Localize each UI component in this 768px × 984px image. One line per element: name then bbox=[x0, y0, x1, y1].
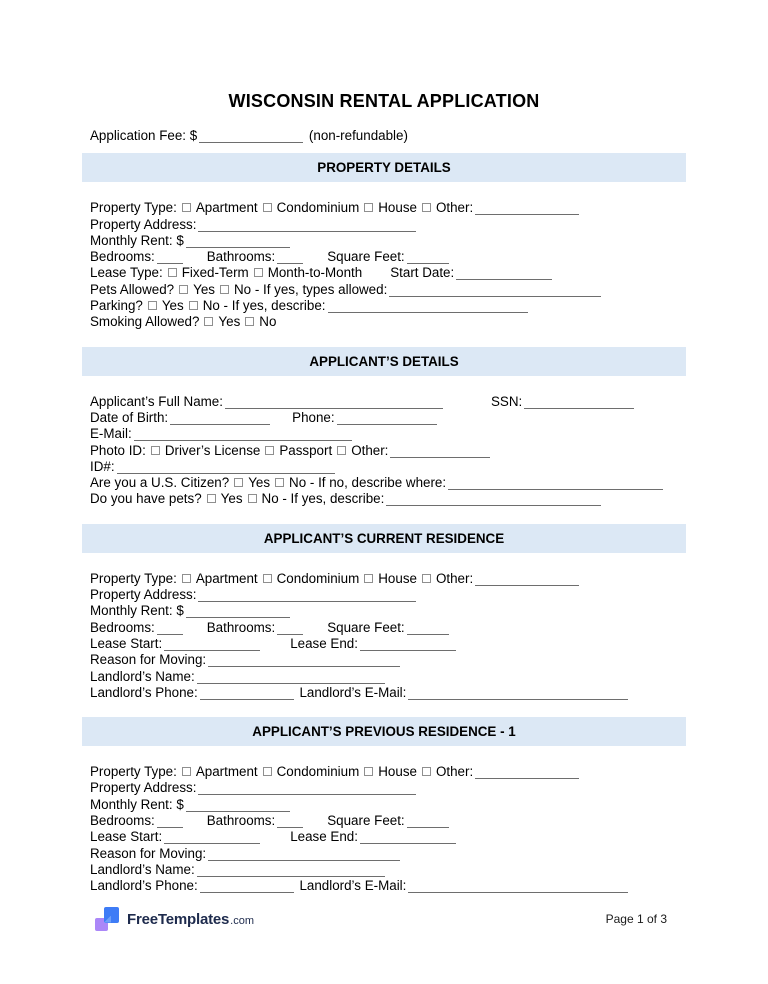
bedrooms-blank[interactable] bbox=[157, 815, 183, 828]
lease-dates-line bbox=[90, 829, 686, 845]
monthly-rent-blank[interactable] bbox=[186, 605, 290, 618]
apartment-checkbox[interactable] bbox=[182, 574, 191, 583]
field-label: Condominium bbox=[276, 200, 360, 216]
smoking-no-checkbox[interactable] bbox=[245, 317, 254, 326]
id-number-line bbox=[90, 459, 686, 475]
field-label: Month-to-Month bbox=[267, 265, 363, 281]
field-label: Lease End: bbox=[290, 829, 358, 845]
full-name-blank[interactable] bbox=[225, 396, 443, 409]
rooms-line bbox=[90, 813, 686, 829]
field-label: E-Mail: bbox=[90, 426, 132, 442]
property-address-line bbox=[90, 587, 686, 603]
field-label: Bedrooms: bbox=[90, 813, 155, 829]
date-of-birth-blank[interactable] bbox=[170, 412, 270, 425]
application-fee-line bbox=[82, 128, 686, 144]
section-previous-residence-1 bbox=[82, 717, 686, 910]
field-label: Yes bbox=[161, 298, 184, 314]
spacer bbox=[272, 421, 292, 422]
citizen-yes-checkbox[interactable] bbox=[234, 478, 243, 487]
field-label: Applicant’s Full Name: bbox=[90, 393, 223, 409]
section-heading-band bbox=[82, 347, 686, 376]
lease-end-blank[interactable] bbox=[360, 831, 456, 844]
field-label: Landlord’s Name: bbox=[90, 861, 195, 877]
field-label: Landlord’s Name: bbox=[90, 668, 195, 684]
bathrooms-blank[interactable] bbox=[277, 251, 303, 264]
have-pets-no-checkbox[interactable] bbox=[248, 494, 257, 503]
landlord-email-blank[interactable] bbox=[408, 880, 628, 893]
field-label: Property Address: bbox=[90, 587, 197, 603]
smoking-line bbox=[90, 314, 686, 330]
condominium-checkbox[interactable] bbox=[263, 574, 272, 583]
field-label: Fixed-Term bbox=[181, 265, 249, 281]
field-label: Bedrooms: bbox=[90, 619, 155, 635]
field-label: Condominium bbox=[276, 764, 360, 780]
landlord-name-line bbox=[90, 862, 686, 878]
field-label: Pets Allowed? bbox=[90, 281, 175, 297]
field-label: Yes bbox=[220, 491, 243, 507]
field-label: Square Feet: bbox=[327, 813, 405, 829]
field-label: Lease Start: bbox=[90, 829, 163, 845]
section-heading-band bbox=[82, 717, 686, 746]
birth-phone-line bbox=[90, 410, 686, 426]
reason-moving-blank[interactable] bbox=[208, 848, 400, 861]
landlord-email-blank[interactable] bbox=[408, 687, 628, 700]
bathrooms-blank[interactable] bbox=[277, 815, 303, 828]
lease-dates-line bbox=[90, 636, 686, 652]
have-pets-line bbox=[90, 491, 686, 507]
reason-moving-line bbox=[90, 846, 686, 862]
field-label: Monthly Rent: $ bbox=[90, 796, 184, 812]
field-label: Bathrooms: bbox=[206, 813, 276, 829]
citizen-describe-blank[interactable] bbox=[448, 477, 663, 490]
field-label: House bbox=[378, 200, 417, 216]
bedrooms-blank[interactable] bbox=[157, 251, 183, 264]
property-address-blank[interactable] bbox=[198, 782, 416, 795]
parking-yes-checkbox[interactable] bbox=[148, 301, 157, 310]
property-type-line bbox=[90, 571, 686, 587]
photo-id-line bbox=[90, 443, 686, 459]
field-label: Bathrooms: bbox=[206, 619, 276, 635]
field-label: Phone: bbox=[292, 409, 335, 425]
freetemplates-logo-icon bbox=[95, 907, 119, 932]
field-label: Square Feet: bbox=[327, 619, 405, 635]
ssn-blank[interactable] bbox=[524, 396, 634, 409]
spacer bbox=[262, 840, 290, 841]
reason-moving-line bbox=[90, 652, 686, 668]
smoking-yes-checkbox[interactable] bbox=[204, 317, 213, 326]
spacer bbox=[185, 631, 207, 632]
bedrooms-blank[interactable] bbox=[157, 622, 183, 635]
apartment-checkbox[interactable] bbox=[182, 767, 191, 776]
section-heading: PROPERTY DETAILS bbox=[317, 160, 451, 176]
field-label: Property Type: bbox=[90, 570, 177, 586]
field-label: Apartment bbox=[195, 200, 258, 216]
field-label: Property Address: bbox=[90, 216, 197, 232]
property-address-blank[interactable] bbox=[198, 589, 416, 602]
parking-no-checkbox[interactable] bbox=[189, 301, 198, 310]
citizen-no-checkbox[interactable] bbox=[275, 478, 284, 487]
landlord-name-blank[interactable] bbox=[197, 671, 385, 684]
field-label: Smoking Allowed? bbox=[90, 314, 200, 330]
pets-allowed-line bbox=[90, 282, 686, 298]
month-to-month-checkbox[interactable] bbox=[254, 268, 263, 277]
section-heading: APPLICANT’S PREVIOUS RESIDENCE - 1 bbox=[252, 724, 516, 740]
lease-start-blank[interactable] bbox=[164, 638, 260, 651]
landlord-phone-blank[interactable] bbox=[200, 880, 294, 893]
full-name-line bbox=[90, 394, 686, 410]
property-type-line bbox=[90, 764, 686, 780]
document-title: WISCONSIN RENTAL APPLICATION bbox=[228, 91, 540, 111]
square-feet-blank[interactable] bbox=[407, 815, 449, 828]
brand-suffix: .com bbox=[230, 914, 255, 927]
field-label: Yes bbox=[248, 475, 271, 491]
field-label: No bbox=[259, 314, 277, 330]
landlord-name-blank[interactable] bbox=[197, 864, 385, 877]
pets-describe-blank[interactable] bbox=[386, 493, 601, 506]
field-label: Apartment bbox=[195, 764, 258, 780]
reason-moving-blank[interactable] bbox=[208, 654, 400, 667]
field-label: Passport bbox=[279, 442, 333, 458]
brand-logo bbox=[95, 907, 254, 932]
property-address-blank[interactable] bbox=[198, 219, 416, 232]
landlord-phone-blank[interactable] bbox=[200, 687, 294, 700]
rooms-line bbox=[90, 620, 686, 636]
field-label: House bbox=[378, 764, 417, 780]
field-label: Reason for Moving: bbox=[90, 845, 207, 861]
rooms-line bbox=[90, 249, 686, 265]
field-label: Property Type: bbox=[90, 764, 177, 780]
field-label: House bbox=[378, 570, 417, 586]
field-label: Lease Type: bbox=[90, 265, 163, 281]
field-label: Photo ID: bbox=[90, 442, 146, 458]
section-current-residence bbox=[82, 524, 686, 717]
square-feet-blank[interactable] bbox=[407, 251, 449, 264]
field-label: Yes bbox=[193, 281, 215, 297]
field-label: Landlord’s Phone: bbox=[90, 878, 198, 894]
field-label: No - If yes, describe: bbox=[261, 491, 385, 507]
pets-types-blank[interactable] bbox=[389, 284, 601, 297]
brand-name: FreeTemplates bbox=[127, 910, 230, 928]
section-heading: APPLICANT’S CURRENT RESIDENCE bbox=[263, 530, 505, 546]
monthly-rent-line bbox=[90, 603, 686, 619]
house-checkbox[interactable] bbox=[364, 574, 373, 583]
section-property-details bbox=[82, 153, 686, 346]
property-type-other-blank[interactable] bbox=[475, 573, 579, 586]
property-address-line bbox=[90, 217, 686, 233]
form-sections bbox=[82, 153, 686, 910]
pets-no-checkbox[interactable] bbox=[220, 285, 229, 294]
field-label: Do you have pets? bbox=[90, 491, 202, 507]
field-label: Square Feet: bbox=[327, 249, 405, 265]
monthly-rent-line bbox=[90, 233, 686, 249]
field-label: Reason for Moving: bbox=[90, 652, 207, 668]
spacer bbox=[445, 405, 491, 406]
field-label: Yes bbox=[218, 314, 241, 330]
landlord-contact-line bbox=[90, 878, 686, 894]
field-label: Date of Birth: bbox=[90, 409, 169, 425]
application-fee-blank[interactable] bbox=[199, 130, 303, 143]
field-label: Condominium bbox=[276, 570, 360, 586]
field-label: Driver’s License bbox=[164, 442, 261, 458]
field-label: No - If yes, types allowed: bbox=[233, 281, 388, 297]
parking-line bbox=[90, 298, 686, 314]
lease-start-blank[interactable] bbox=[164, 831, 260, 844]
field-label: Other: bbox=[435, 200, 474, 216]
parking-describe-blank[interactable] bbox=[328, 300, 528, 313]
field-label: No - If yes, describe: bbox=[202, 298, 326, 314]
landlord-name-line bbox=[90, 669, 686, 685]
spacer bbox=[305, 631, 327, 632]
pets-yes-checkbox[interactable] bbox=[179, 285, 188, 294]
field-label: Are you a U.S. Citizen? bbox=[90, 475, 230, 491]
field-label: Apartment bbox=[195, 570, 258, 586]
field-label: Lease Start: bbox=[90, 635, 163, 651]
other-checkbox[interactable] bbox=[422, 574, 431, 583]
field-label: Bedrooms: bbox=[90, 249, 155, 265]
fixed-term-checkbox[interactable] bbox=[168, 268, 177, 277]
application-fee-label: Application Fee: $ bbox=[90, 128, 198, 143]
field-label: Bathrooms: bbox=[206, 249, 276, 265]
field-label: SSN: bbox=[490, 393, 523, 409]
condominium-checkbox[interactable] bbox=[263, 767, 272, 776]
field-label: Landlord’s E-Mail: bbox=[295, 684, 407, 700]
field-label: Other: bbox=[435, 764, 474, 780]
field-label: Monthly Rent: $ bbox=[90, 603, 184, 619]
field-label: Property Address: bbox=[90, 780, 197, 796]
field-label: No - If no, describe where: bbox=[289, 475, 447, 491]
photo-id-other-blank[interactable] bbox=[390, 445, 490, 458]
field-label: Other: bbox=[351, 442, 389, 458]
landlord-contact-line bbox=[90, 685, 686, 701]
drivers-license-checkbox[interactable] bbox=[151, 446, 160, 455]
field-label: Lease End: bbox=[290, 635, 358, 651]
photo-id-other-checkbox[interactable] bbox=[337, 446, 346, 455]
id-number-blank[interactable] bbox=[117, 461, 335, 474]
phone-blank[interactable] bbox=[337, 412, 437, 425]
house-checkbox[interactable] bbox=[364, 767, 373, 776]
section-applicants-details bbox=[82, 347, 686, 524]
section-heading: APPLICANT’S DETAILS bbox=[309, 353, 459, 369]
other-checkbox[interactable] bbox=[422, 203, 431, 212]
non-refundable-label: (non-refundable) bbox=[305, 128, 408, 143]
footer bbox=[95, 905, 667, 933]
condominium-checkbox[interactable] bbox=[263, 203, 272, 212]
property-type-other-blank[interactable] bbox=[475, 202, 579, 215]
lease-type-line bbox=[90, 265, 686, 281]
section-heading-band bbox=[82, 524, 686, 553]
spacer bbox=[305, 260, 327, 261]
spacer bbox=[362, 276, 390, 277]
house-checkbox[interactable] bbox=[364, 203, 373, 212]
field-label: ID#: bbox=[90, 458, 115, 474]
field-label: Landlord’s E-Mail: bbox=[295, 878, 407, 894]
monthly-rent-blank[interactable] bbox=[186, 235, 290, 248]
section-heading-band bbox=[82, 153, 686, 182]
email-blank[interactable] bbox=[134, 428, 352, 441]
citizen-line bbox=[90, 475, 686, 491]
property-type-other-blank[interactable] bbox=[475, 766, 579, 779]
have-pets-yes-checkbox[interactable] bbox=[207, 494, 216, 503]
spacer bbox=[185, 824, 207, 825]
passport-checkbox[interactable] bbox=[265, 446, 274, 455]
lease-end-blank[interactable] bbox=[360, 638, 456, 651]
email-line bbox=[90, 426, 686, 442]
field-label: Start Date: bbox=[390, 265, 455, 281]
bathrooms-blank[interactable] bbox=[277, 622, 303, 635]
property-address-line bbox=[90, 780, 686, 796]
property-type-line bbox=[90, 200, 686, 216]
field-label: Other: bbox=[435, 570, 474, 586]
page-indicator: Page 1 of 3 bbox=[605, 912, 667, 926]
field-label: Monthly Rent: $ bbox=[90, 232, 184, 248]
logo-blue-square bbox=[104, 907, 119, 923]
spacer bbox=[305, 824, 327, 825]
spacer bbox=[262, 647, 290, 648]
spacer bbox=[185, 260, 207, 261]
square-feet-blank[interactable] bbox=[407, 622, 449, 635]
apartment-checkbox[interactable] bbox=[182, 203, 191, 212]
field-label: Landlord’s Phone: bbox=[90, 684, 198, 700]
other-checkbox[interactable] bbox=[422, 767, 431, 776]
start-date-blank[interactable] bbox=[456, 267, 552, 280]
monthly-rent-blank[interactable] bbox=[186, 799, 290, 812]
monthly-rent-line bbox=[90, 797, 686, 813]
field-label: Property Type: bbox=[90, 200, 177, 216]
field-label: Parking? bbox=[90, 298, 143, 314]
